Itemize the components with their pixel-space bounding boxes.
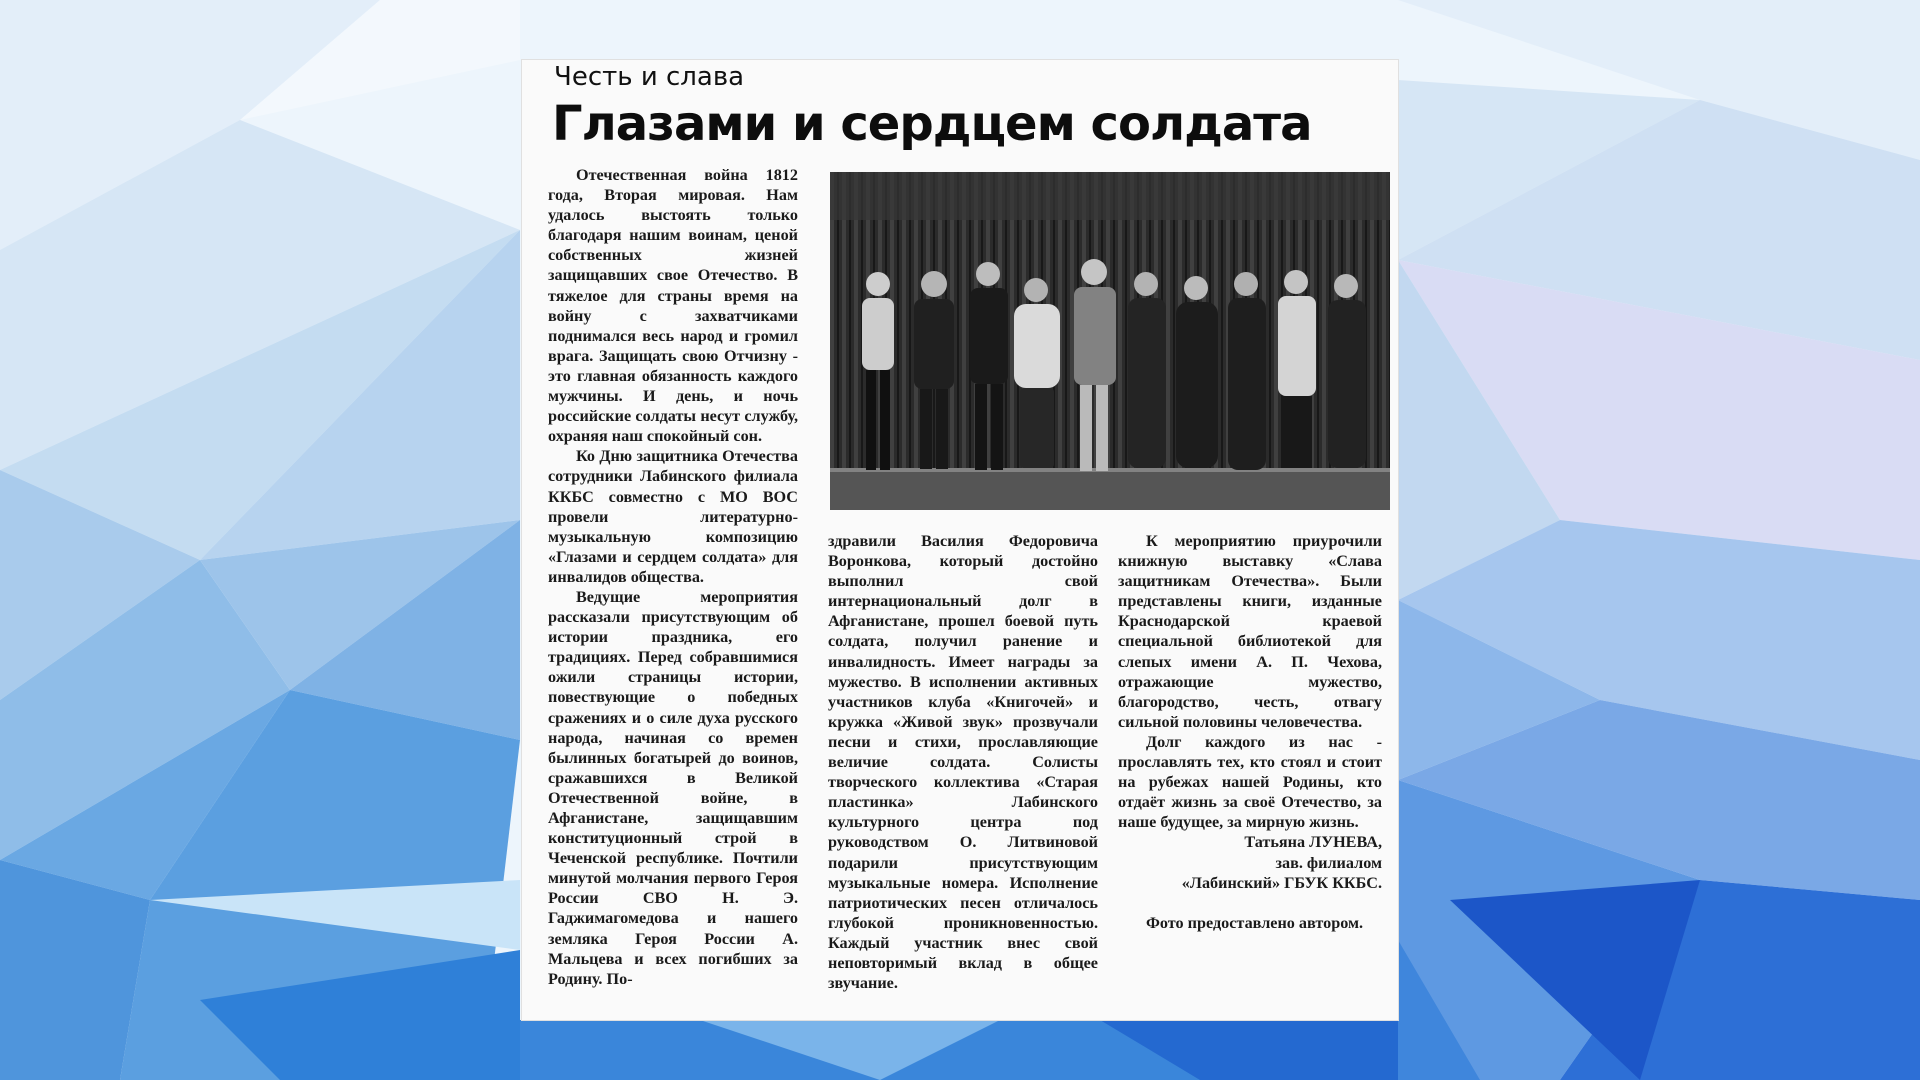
author-name: Татьяна ЛУНЕВА,	[1244, 833, 1382, 852]
newspaper-clipping	[522, 60, 1398, 1020]
photo-credit: Фото предоставлено автором.	[1146, 913, 1364, 932]
text-column-1	[548, 165, 798, 989]
paragraph: Ведущие мероприятия рассказали присутствующим об истории праздника, его традициях. Перед собравшимися ожили страницы истории, повествующие о победных сражениях и о силе духа русского народа, начиная со времен былинных богатырей до воинов, сражавшихся в Великой Отечественной войне, в Афганистане, защищавшим конституционный строй в Чеченской республике. Почтили минутой молчания первого Героя России СВО Н. Э. Гаджимагомедова и нашего земляка Героя России А. Мальцева и всех погибших за Родину. По-	[548, 587, 798, 988]
stage-group-photo-image	[830, 172, 1390, 510]
paragraph: здравили Василия Федоровича Воронкова, который достойно выполнил свой интернациональный долг в Афганистане, прошел боевой путь солдата, получил ранение и инвалидность. Имеет награды за мужество. В исполнении активных участников клуба «Книгочей» и кружка «Живой звук» прозвучали песни и стихи, прославляющие величие солдата. Солисты творческого коллектива «Старая пластинка» Лабинского культурного центра под руководством О. Литвиновой подарили присутствующим музыкальные номера. Исполнение патриотических песен отличалось глубокой проникновенностью. Каждый участник внес свой неповторимый вклад в общее звучание.	[828, 532, 1098, 993]
paragraph: К мероприятию приурочили книжную выставку «Слава защитникам Отечества». Были представлены книги, изданные Краснодарской краевой специальной библиотекой для слепых имени А. П. Чехова, отражающие мужество, благородство, честь, отвагу сильной половины человечества.	[1118, 532, 1382, 731]
author-organization: «Лабинский» ГБУК ККБС.	[1181, 873, 1382, 892]
group-photo	[830, 172, 1390, 510]
text-column-3	[1118, 531, 1382, 933]
author-position: зав. филиалом	[1275, 853, 1382, 872]
text-column-2	[828, 531, 1098, 993]
paragraph: Ко Дню защитника Отечества сотрудники Лабинского филиала ККБС совместно с МО ВОС провели литературно-музыкальную композицию «Глазами и сердцем солдата» для инвалидов общества.	[548, 447, 798, 586]
paragraph: Отечественная война 1812 года, Вторая мировая. Нам удалось выстоять только благодаря нашим воинам, ценой собственных жизней защищавших свое Отечество. В тяжелое для страны время на войну с захватчиками поднимался весь народ и громил врага. Защищать свою Отчизну - это главная обязанность каждого мужчины. И день, и ночь российские солдаты несут службу, охраняя наш спокойный сон.	[548, 166, 798, 446]
rubric-label: Честь и слава	[554, 62, 745, 92]
article-headline: Глазами и сердцем солдата	[552, 96, 1312, 152]
paragraph: Долг каждого из нас - прославлять тех, кто стоял и стоит на рубежах нашей Родины, кто отдаёт жизнь за своё Отечество, за наше будущее, за мирную жизнь.	[1118, 732, 1382, 832]
